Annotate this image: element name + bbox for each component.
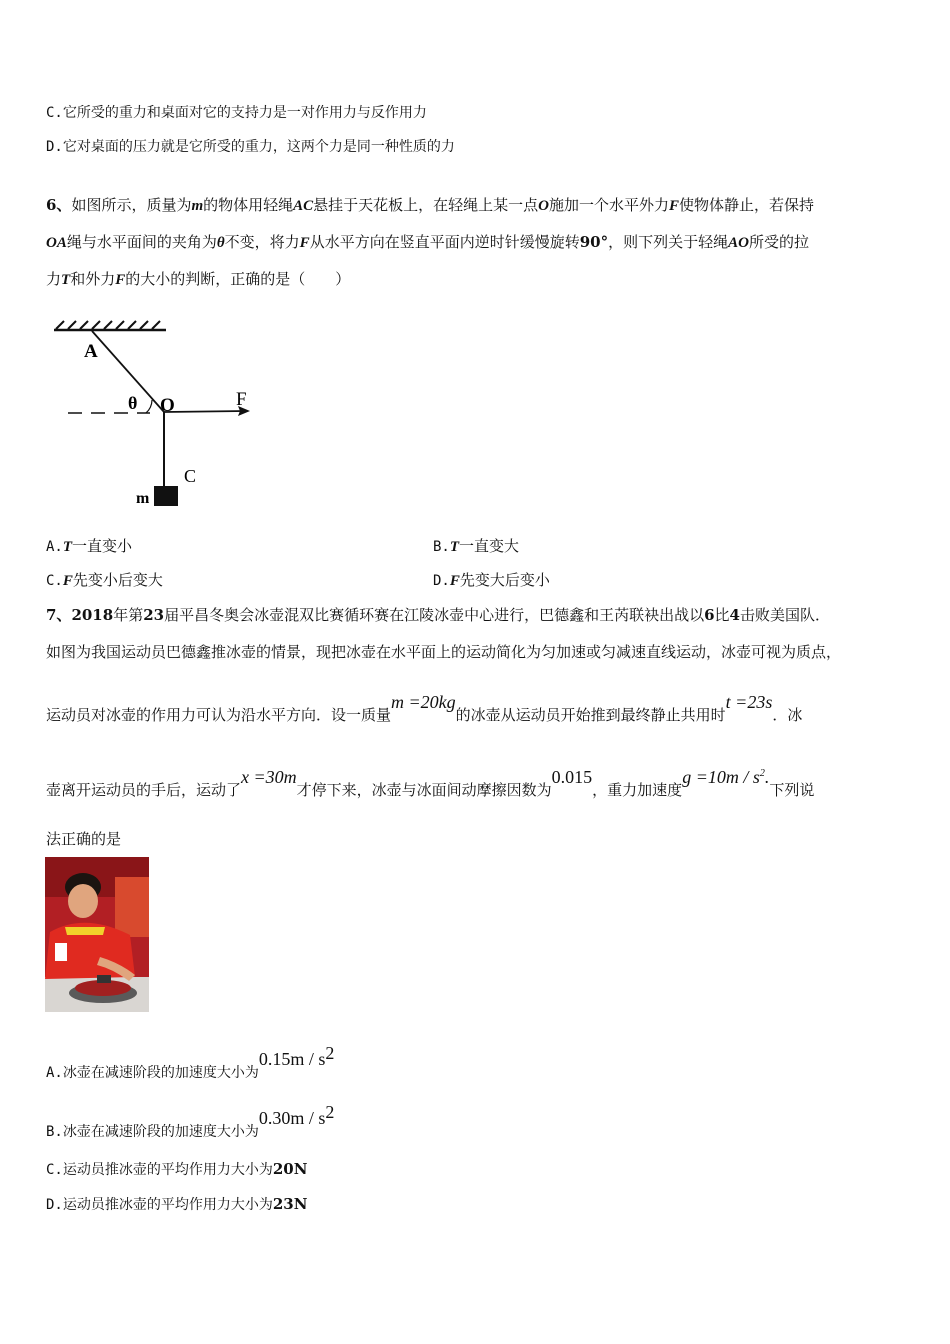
q6-option-b: B.T一直变大 — [433, 537, 520, 555]
q6-force-diagram — [50, 312, 270, 517]
q6-stem-line1: 6、如图所示，质量为m的物体用轻绳AC悬挂于天花板上，在轻绳上某一点O施加一个水平外力F使物体静止，若保持 — [46, 196, 815, 214]
q6-option-a: A.T一直变小 — [46, 537, 133, 555]
label-O: O — [160, 395, 175, 416]
label-A: A — [84, 341, 98, 362]
q7-number: 7、 — [46, 606, 72, 624]
time-expression: t =23s — [725, 692, 773, 712]
label-F: F — [236, 389, 247, 410]
q7-option-c: C.运动员推冰壶的平均作用力大小为20N — [46, 1160, 308, 1178]
label-C: C — [184, 466, 197, 486]
q6-option-c: C.F先变小后变大 — [46, 571, 163, 589]
mass-block — [154, 486, 178, 506]
friction-coefficient: 0.015 — [551, 767, 593, 787]
q7-option-d: D.运动员推冰壶的平均作用力大小为23N — [46, 1195, 308, 1213]
q5-option-d: D.它对桌面的压力就是它所受的重力，这两个力是同一种性质的力 — [46, 139, 455, 155]
q6-stem-line3: 力T和外力F的大小的判断，正确的是（ ） — [46, 270, 351, 288]
q7-option-b: B.冰壶在减速阶段的加速度大小为$0.30m / s^2$ — [46, 1102, 335, 1140]
distance-expression: x =30m — [241, 767, 297, 787]
gravity-expression: $g =10m / s^2$. — [682, 767, 770, 787]
q6-stem-line2: OA绳与水平面间的夹角为θ不变，将力F从水平方向在竖直平面内逆时针缓慢旋转90°，则下列关于轻绳AO所受的拉 — [46, 233, 809, 251]
label-theta: θ — [128, 393, 138, 413]
q7-stem-line2: 如图为我国运动员巴德鑫推冰壶的情景，现把冰壶在水平面上的运动简化为匀加速或匀减速直线运动，冰壶可视为质点， — [46, 643, 842, 661]
q7-stem-line4: 壶离开运动员的手后，运动了x =30m才停下来，冰壶与冰面间动摩擦因数为0.015，重力加速度$g =10m / s^2$.下列说 — [46, 767, 815, 799]
mass-expression: m =20kg — [391, 692, 456, 712]
q6-option-d: D.F先变大后变小 — [433, 571, 550, 589]
label-m: m — [136, 490, 150, 507]
q7-stem-line5: 法正确的是 — [46, 830, 122, 848]
angle-arc — [146, 400, 152, 413]
q7-stem-line1: 7、2018年第23届平昌冬奥会冰壶混双比赛循环赛在江陵冰壶中心进行，巴德鑫和王芮联袂出战以6比4击败美国队． — [46, 606, 830, 624]
ceiling — [54, 321, 166, 330]
q5-option-c: C.它所受的重力和桌面对它的支持力是一对作用力与反作用力 — [46, 105, 427, 121]
q6-number: 6、 — [46, 196, 72, 214]
q7-stem-line3: 运动员对冰壶的作用力可认为沿水平方向．设一质量m =20kg的冰壶从运动员开始推到最终静止共用时t =23s．冰 — [46, 692, 803, 724]
q7-option-a: A.冰壶在减速阶段的加速度大小为$0.15m / s^2$ — [46, 1043, 335, 1081]
force-F-arrow — [164, 411, 246, 412]
curling-athlete-photo — [45, 857, 149, 1012]
